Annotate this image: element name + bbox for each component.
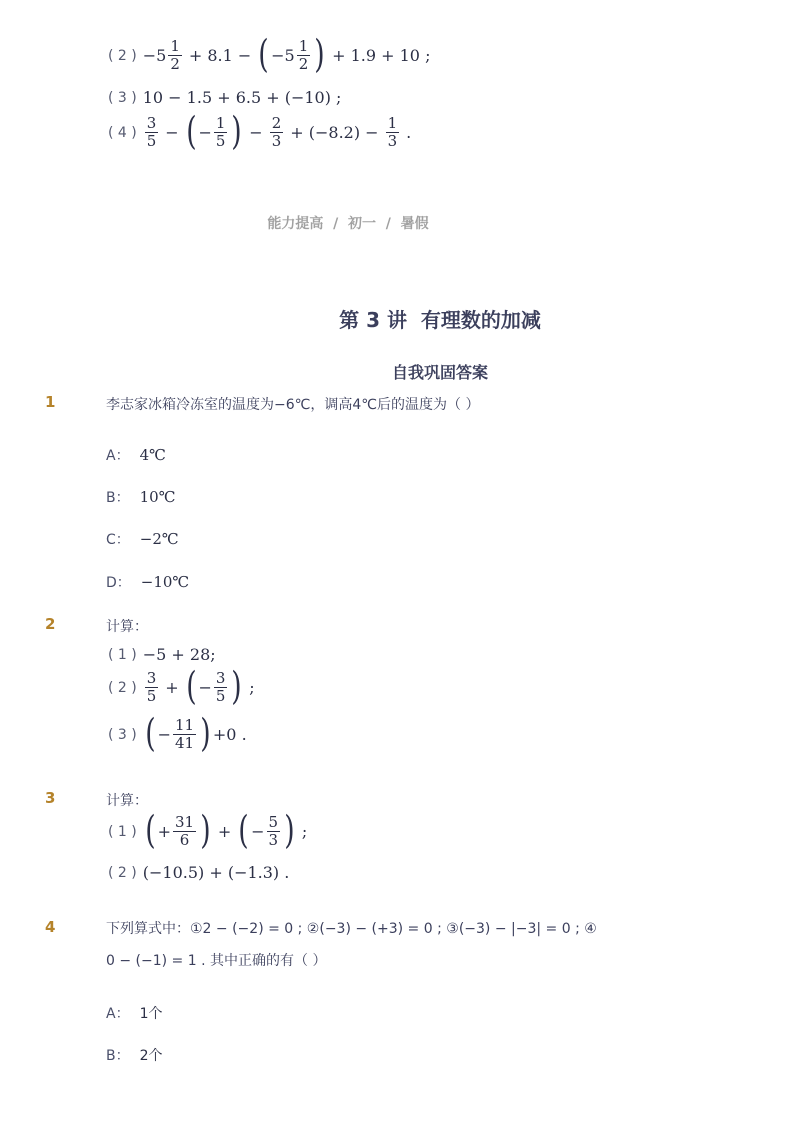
q3-item-2: ( 2 ) (−10.5) + (−1.3) . [108,863,290,882]
question-number: 3 [45,789,56,807]
fraction: $\frac{31}{6}$ [174,813,195,850]
math-expression: 10 − 1.5 + 6.5 + (−10) ; [142,88,342,107]
fraction: $\frac{1}{2}$ [298,37,309,74]
option-value: 4℃ [139,446,166,464]
top-item-3 [108,88,341,107]
question-number: 2 [45,615,56,633]
option-key: B： [106,1048,130,1064]
question-text: 计算： [106,793,148,809]
fraction: $\frac{1}{3}$ [387,114,398,151]
fraction: $\frac{3}{5}$ [146,114,157,151]
page-footer: 能力提高 / 初一 / 暑假 [267,216,429,232]
option-value: 10℃ [139,488,176,506]
question-number: 1 [45,393,56,411]
fraction: $\frac{3}{5}$ [215,669,226,706]
option-a[interactable] [106,445,166,465]
question-text-line-1: 下列算式中：①2 − (−2) = 0 ; ②(−3) − (+3) = 0 ; ③(−3) − |−3| = 0 ; ④ [106,921,597,937]
option-a[interactable] [106,1003,163,1023]
math-expression: (−10.5) + (−1.3) . [142,863,290,882]
math-term: −5 [271,46,295,66]
option-key: C： [106,532,130,548]
option-value: −10℃ [140,573,190,591]
top-item-2: ( 2 ) −5 $\frac{1}{2}$ + 8.1 − ( −5 $\frac{1}{2}$ ) + 1.9 + 10 ; [108,31,431,76]
item-label: ( 2 ) [108,47,137,64]
q2-item-2: ( 2 ) $\frac{3}{5}$ + ( − $\frac{3}{5}$ ) ; [108,663,255,708]
option-key: A： [106,1006,130,1022]
option-key: A： [106,448,130,464]
fraction: $\frac{3}{5}$ [146,669,157,706]
option-b[interactable] [106,1045,163,1065]
q3-item-1: ( 1 ) ( + $\frac{31}{6}$ ) + ( − $\frac{5}{3}$ ) ; [108,807,308,852]
option-value: 2个 [139,1048,163,1064]
question-number: 4 [45,918,56,936]
item-label: ( 4 ) [108,124,137,141]
q2-item-1: ( 1 ) −5 + 28; [108,645,216,664]
q2-item-3: ( 3 ) ( − $\frac{11}{41}$ ) +0 . [108,710,247,755]
option-b[interactable] [106,487,175,507]
option-key: D： [106,575,131,591]
lecture-title: 第 3 讲 有理数的加减 [339,308,541,332]
option-d[interactable] [106,572,189,592]
question-text-line-2: 0 − (−1) = 1 . 其中正确的有（ ） [106,953,327,969]
question-text: 李志家冰箱冷冻室的温度为−6℃，调高4℃后的温度为（ ） [106,397,480,413]
option-value: −2℃ [139,530,179,548]
fraction: $\frac{2}{3}$ [271,114,282,151]
math-tail: + 1.9 + 10 ; [332,46,431,66]
fraction: $\frac{1}{5}$ [215,114,226,151]
option-value: 1个 [139,1006,163,1022]
fraction: $\frac{5}{3}$ [268,813,279,850]
math-term: −5 [142,46,167,66]
fraction: $\frac{11}{41}$ [174,716,195,753]
top-item-4: ( 4 ) $\frac{3}{5}$ − ( − $\frac{1}{5}$ ) − $\frac{2}{3}$ + (−8.2) − $\frac{1}{3}$ . [108,108,412,153]
math-operator: + 8.1 − [188,46,252,66]
item-label: ( 3 ) [108,89,137,106]
option-key: B： [106,490,130,506]
section-title: 自我巩固答案 [391,363,488,382]
option-c[interactable] [106,529,179,549]
math-expression: −5 + 28; [142,645,216,664]
question-text: 计算： [106,619,148,635]
fraction: $\frac{1}{2}$ [170,37,180,74]
